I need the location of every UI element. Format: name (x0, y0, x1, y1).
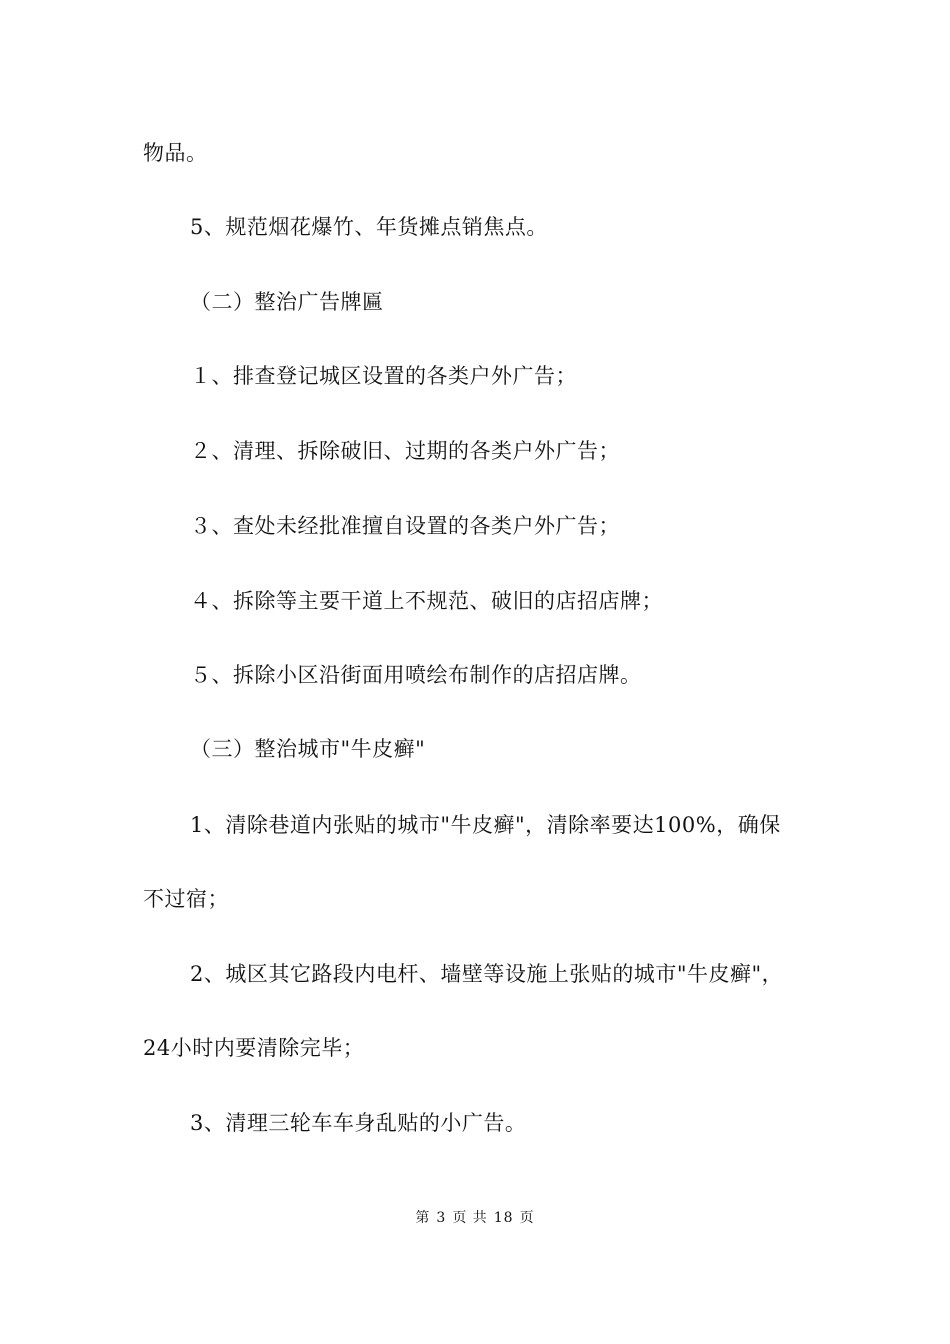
text-line: 24小时内要清除完毕； (143, 1036, 365, 1060)
text-line: 2、城区其它路段内电杆、墙壁等设施上张贴的城市"牛皮癣"， (190, 962, 784, 986)
text-line: １、排查登记城区设置的各类户外广告； (190, 364, 577, 388)
text-line: 5、规范烟花爆竹、年货摊点销焦点。 (190, 215, 548, 239)
text-line: ５、拆除小区沿街面用喷绘布制作的店招店牌。 (190, 663, 642, 687)
page-footer (0, 1208, 950, 1228)
footer-middle: 页 共 (452, 1210, 488, 1226)
section-heading: （三）整治城市"牛皮癣" (190, 737, 426, 761)
text-line: ４、拆除等主要干道上不规范、破旧的店招店牌； (190, 589, 663, 613)
text-line: 3、清理三轮车车身乱贴的小广告。 (190, 1111, 527, 1135)
text-line: ２、清理、拆除破旧、过期的各类户外广告； (190, 439, 620, 463)
footer-prefix: 第 (415, 1210, 431, 1226)
text-line: ３、查处未经批准擅自设置的各类户外广告； (190, 514, 620, 538)
footer-suffix: 页 (519, 1210, 535, 1226)
footer-total-pages: 18 (493, 1210, 514, 1226)
section-heading: （二）整治广告牌匾 (190, 290, 384, 314)
footer-current-page: 3 (436, 1210, 447, 1226)
text-line: 1、清除巷道内张贴的城市"牛皮癣"，清除率要达100%，确保 (190, 813, 781, 837)
text-line: 不过宿； (143, 887, 229, 911)
text-line: 物品。 (143, 141, 208, 165)
